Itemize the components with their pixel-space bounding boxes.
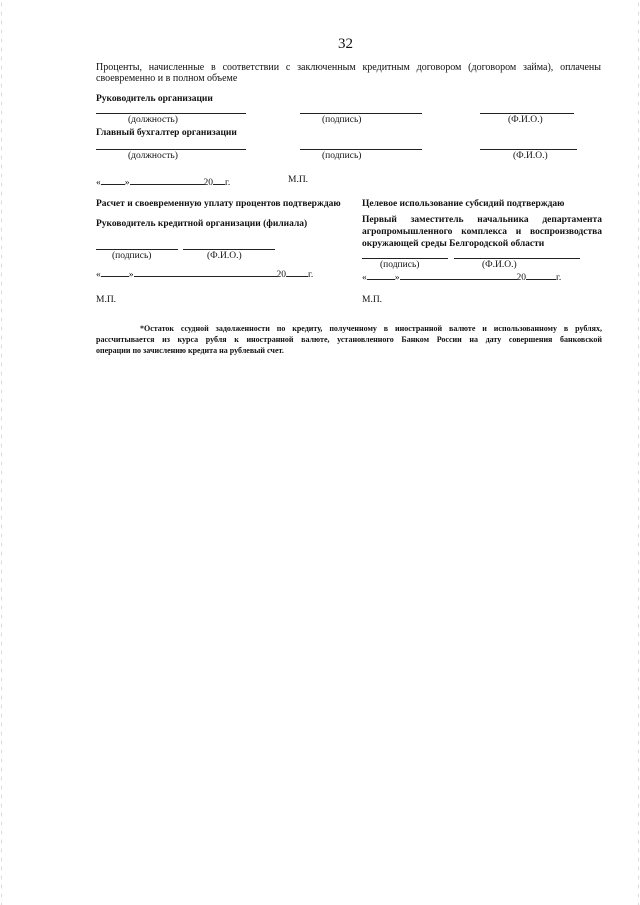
right-block-title-line-2: агропромышленного комплекса и воспроизводства: [362, 227, 602, 237]
right-stamp-placeholder: М.П.: [362, 295, 383, 305]
intro-line-2: своевременно и в полном объеме: [96, 73, 238, 84]
right-signature-caption: (подпись): [380, 260, 420, 270]
left-date-day-blank: [101, 267, 129, 277]
right-date-day-blank: [367, 270, 395, 280]
accountant-name-line: [480, 149, 577, 150]
right-signature-line: [362, 258, 448, 259]
footnote-line-3: операции по зачислению кредита на рублевый счет.: [96, 346, 284, 355]
accountant-signature-line: [300, 149, 422, 150]
left-signature-caption: (подпись): [112, 251, 152, 261]
footnote-line-1: *Остаток ссудной задолженности по кредиту, полученному в иностранной валюте и использованному в рублях,: [140, 324, 602, 333]
right-date-year-blank: [526, 270, 556, 280]
org-head-signature-caption: (подпись): [322, 115, 362, 125]
right-date-row: [362, 270, 561, 283]
left-signature-line: [96, 249, 178, 250]
org-head-name-line: [480, 113, 574, 114]
left-name-caption: (Ф.И.О.): [207, 251, 242, 261]
footnote-line-2: рассчитывается из курса рубля к иностранной валюте, установленного Банком России на дату совершения банковской: [96, 335, 602, 344]
date-close-quote: »: [124, 178, 130, 188]
right-block-title-line-3: окружающей среды Белгородской области: [362, 239, 545, 249]
right-date-month-blank: [400, 270, 517, 280]
right-block-title-line-1: Первый заместитель начальника департамента: [362, 215, 602, 225]
date-open-quote: «: [96, 178, 101, 188]
date-year-suffix: г.: [225, 178, 231, 188]
left-block-heading: Расчет и своевременную уплату процентов подтверждаю: [96, 199, 341, 209]
date-month-blank: [130, 175, 204, 185]
left-date-year-blank: [286, 267, 308, 277]
right-name-caption: (Ф.И.О.): [482, 260, 517, 270]
org-head-name-caption: (Ф.И.О.): [508, 115, 543, 125]
accountant-position-caption: (должность): [128, 151, 178, 161]
left-date-open-quote: «: [96, 270, 101, 280]
left-date-row: [96, 267, 313, 280]
left-date-month-blank: [134, 267, 277, 277]
right-date-close-quote: »: [394, 273, 400, 283]
left-block-title: Руководитель кредитной организации (филиала): [96, 219, 308, 229]
left-date-year-suffix: г.: [308, 270, 314, 280]
right-name-line: [454, 258, 580, 259]
left-date-year-prefix: 20: [276, 270, 286, 280]
scan-edge-left: [0, 0, 3, 905]
left-name-line: [183, 249, 275, 250]
date-day-blank: [101, 175, 125, 185]
right-date-year-prefix: 20: [516, 273, 526, 283]
right-block-heading: Целевое использование субсидий подтверждаю: [362, 199, 565, 209]
right-date-open-quote: «: [362, 273, 367, 283]
page-number: 32: [338, 36, 353, 52]
org-head-title: Руководитель организации: [96, 94, 213, 104]
intro-line-1: Проценты, начисленные в соответствии с заключенным кредитным договором (договором займа), оплачены: [96, 62, 601, 73]
left-date-close-quote: »: [128, 270, 134, 280]
org-head-signature-line: [300, 113, 422, 114]
chief-accountant-title: Главный бухгалтер организации: [96, 128, 237, 138]
left-stamp-placeholder: М.П.: [96, 295, 117, 305]
accountant-position-line: [96, 149, 246, 150]
date-row-1: [96, 175, 230, 188]
right-date-year-suffix: г.: [556, 273, 562, 283]
accountant-signature-caption: (подпись): [322, 151, 362, 161]
date-year-prefix: 20: [203, 178, 213, 188]
stamp-placeholder-1: М.П.: [288, 175, 309, 185]
accountant-name-caption: (Ф.И.О.): [513, 151, 548, 161]
org-head-position-line: [96, 113, 246, 114]
date-year-blank: [213, 175, 225, 185]
org-head-position-caption: (должность): [128, 115, 178, 125]
